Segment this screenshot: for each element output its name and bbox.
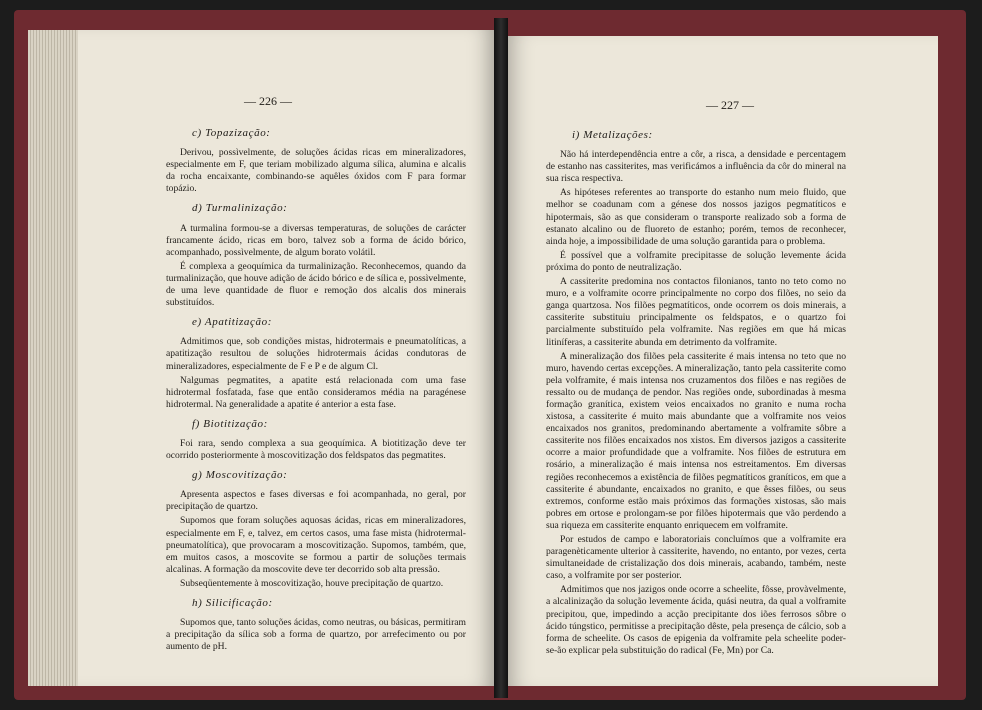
section-heading: e) Apatitização:	[192, 316, 272, 329]
paragraph: Supomos que, tanto soluções ácidas, como neutras, ou básicas, permitiram a precipitação da sílica sob a forma de quartzo, por arrefecimento ou por aumento de pH.	[166, 617, 466, 653]
section-heading: g) Moscovitização:	[192, 469, 288, 482]
section-heading: i) Metalizações:	[572, 129, 653, 141]
paragraph: Nalgumas pegmatites, a apatite está relacionada com uma fase hidrotermal fosfatada, fase que então consideramos média na paragénese hidrotermal. Na generalidade a apatite é anterior a esta fase.	[166, 374, 466, 410]
book-spine	[494, 18, 508, 698]
paragraph: É possível que a volframite precipitasse de solução levemente ácida próxima do ponto de neutralização.	[546, 249, 846, 273]
paragraph: Admitimos que nos jazigos onde ocorre a scheelite, fôsse, provàvelmente, a alcalinização da solução levemente ácida, quási neutra, da qual a volframite precipitou, que, impedindo a acção precipitante dos iões ferrosos sôbre o ácido túngstico, permitisse a precipitação dêste, pela presença de cálcio, sob a forma de scheelite. Os casos de epigenia da volframite pela scheelite poder-se-ão explicar pela substituição do radical (Fe, Mn) por Ca.	[546, 584, 846, 656]
section-heading: d) Turmalinização:	[192, 202, 288, 215]
paragraph: A turmalina formou-se a diversas temperaturas, de soluções de carácter francamente ácido, ricas em boro, talvez sob a forma de ácido bórico, acompanhado, possìvelmente, de algum borato volátil.	[166, 222, 466, 258]
left-page	[28, 30, 494, 686]
paragraph: Supomos que foram soluções aquosas ácidas, ricas em mineralizadores, especialmente em F, e, talvez, em certos casos, uma fase mista (hidrotermal-pneumatolítica), que provocaram a moscovitização. Supomos, também, que, em muitos casos, a moscovite se formou a partir de soluções termais alcalinas. A formação da moscovite deve ter decorrido sob alta pressão.	[166, 515, 466, 575]
section-heading: c) Topazização:	[192, 127, 271, 139]
paragraph: É complexa a geoquímica da turmalinização. Reconhecemos, quando da turmalinização, que houve adição de ácido bórico e de sílica e, possìvelmente, de uma leve quantidade de fluor e remoção dos alcalis dos minerais substituídos.	[166, 260, 466, 309]
paragraph: Não há interdependência entre a côr, a risca, a densidade e percentagem de estanho nas cassiterites, mas verificámos a influência da côr do mineral na sua risca respectiva.	[546, 149, 846, 185]
paragraph: Subseqüentemente à moscovitização, houve precipitação de quartzo.	[180, 577, 444, 589]
right-page-content	[546, 122, 846, 659]
paragraph: Por estudos de campo e laboratoriais concluímos que a volframite era paragenèticamente ulterior à cassiterite, havendo, no entanto, por vezes, certa simultaneidade de cristalização dos dois minerais, acabando, também, neste caso, a volframite por ser posterior.	[546, 534, 846, 582]
paragraph: Apresenta aspectos e fases diversas e foi acompanhada, no geral, por precipitação de quartzo.	[166, 489, 466, 513]
section-heading: h) Silicificação:	[192, 597, 273, 609]
left-page-number: — 226 —	[244, 94, 292, 108]
paragraph: A cassiterite predomina nos contactos filonianos, tanto no teto como no muro, e a volframite ocorre principalmente no corpo dos filões, no seio da ganga quartzosa. Nos filões pegmatíticos, onde ocorrem os dois minerais, a cassiterite substituiu principalmente os feldspatos, e o quartzo foi parcialmente substituído pela volframite. Nas regiões em que há micas litiníferas, a cassiterite abunda em detrimento da volframite.	[546, 276, 846, 348]
right-page-number: — 227 —	[706, 98, 754, 112]
paragraph: A mineralização dos filões pela cassiterite é mais intensa no teto que no muro, havendo certas excepções. A mineralização, tanto pela cassiterite como pela volframite, é mais intensa nos cruzamentos dos filões e nas regiões de ressalto ou de mudança de pendor. Nas regiões onde, subordinadas à mesma formação granítica, existem veios encaixados no granito e numa rocha xistosa, a cassiterite é muito mais abundante que a volframite nos veios encaixados nos granitos, predominando abertamente a volframite sôbre a cassiterite nos filões encaixados nos xistos. Em diversos jazigos a cassiterite ocorre a maior profundidade que a volframite. Nos filões de estrutura em rosário, a mineralização é mais intensa nos estreitamentos. Em diversas regiões reconhecemos a existência de filões pegmatíticos graníticos, em que a cassiterite é abundante, encaixados no granito, e que êsses filões, ou seus extremos, conforme estão mais próximos das formações xistosas, são mais pobres em ortose e prolongam-se por filões hipotermais que vão perdendo a sua riqueza em cassiterite enquanto enriquecem em volframite.	[546, 350, 846, 531]
right-page	[508, 36, 938, 686]
paragraph: Derivou, possìvelmente, de soluções ácidas ricas em mineralizadores, especialmente em F, que teriam mobilizado alguma sílica, alumina e alcalis da rocha encaixante, combinando-se aquêles óxidos com F para formar topázio.	[166, 147, 466, 195]
left-page-content	[166, 120, 466, 655]
page-edges	[28, 30, 78, 686]
paragraph: Foi rara, sendo complexa a sua geoquímica. A biotitização deve ter ocorrido posteriormente à moscovitização dos feldspatos das pegmatites.	[166, 437, 466, 462]
paragraph: As hipóteses referentes ao transporte do estanho num meio fluido, que melhor se coadunam com a génese dos nossos jazigos pegmatíticos e hipotermais, são as que consideram o transporte realizado sob a forma de estanato alcalino ou de fluoreto de estanho; porém, temos de reconhecer, ainda hoje, a impossibilidade de uma solução garantida para o problema.	[546, 187, 846, 247]
section-heading: f) Biotitização:	[192, 417, 268, 430]
paragraph: Admitimos que, sob condições mistas, hidrotermais e pneumatolíticas, a apatitização resultou de soluções hidrotermais ácidas condutoras de mineralizadores, especialmente de F e P e de algum Cl.	[166, 336, 466, 372]
